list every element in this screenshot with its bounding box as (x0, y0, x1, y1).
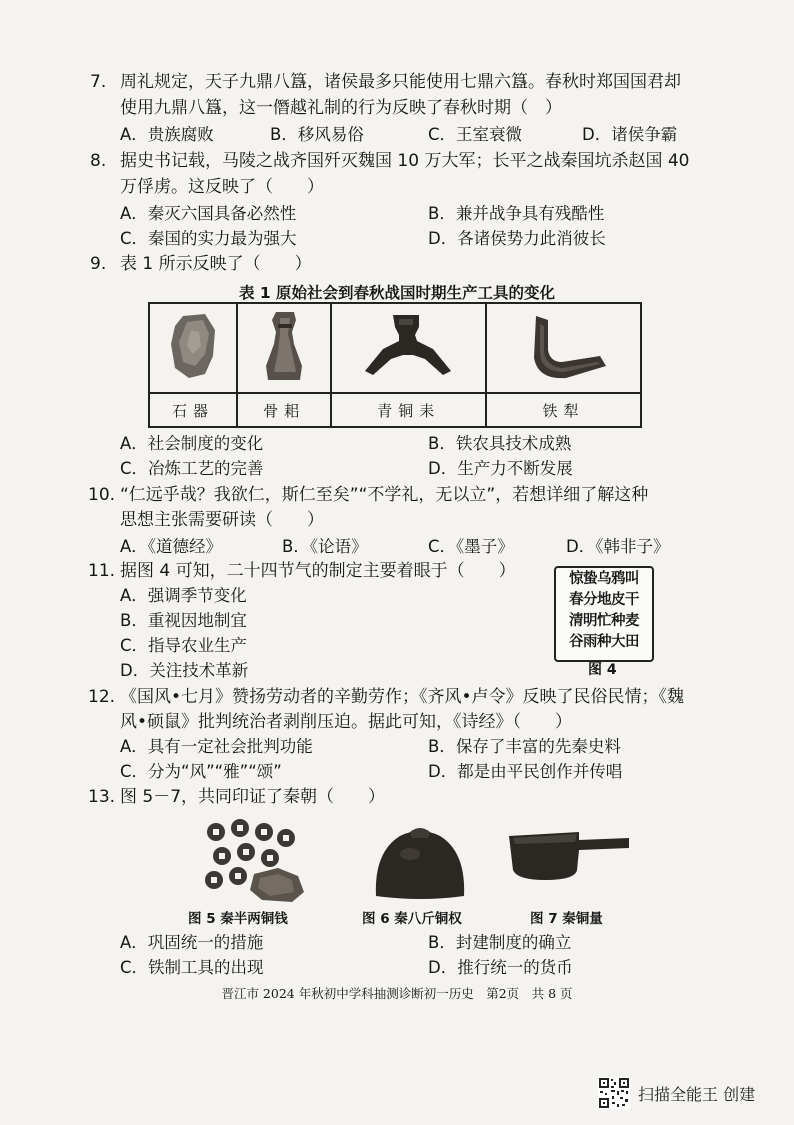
question-9-stem: 表 1 所示反映了（ ） (120, 254, 312, 274)
figure-4-verse-1: 惊蛰乌鸦叫 (569, 571, 639, 587)
question-8-option-a[interactable]: A．秦灭六国具备必然性 (120, 204, 297, 223)
table-1-title: 表 1 原始社会到春秋战国时期生产工具的变化 (238, 284, 556, 302)
figure-4-verse-4: 谷雨种大田 (569, 634, 639, 650)
figure-6-weight-image (370, 822, 470, 902)
page-footer: 晋江市 2024 年秋初中学科抽测诊断初一历史 第2页 共 8 页 (221, 986, 573, 1001)
question-8-option-b[interactable]: B．兼并战争具有残酷性 (428, 204, 605, 223)
tools-table (148, 302, 642, 428)
question-10-option-b[interactable]: B．《论语》 (282, 537, 368, 556)
question-7-option-b[interactable]: B．移风易俗 (270, 125, 364, 144)
iron-plow-image (514, 310, 614, 382)
question-11-option-b[interactable]: B．重视因地制宜 (120, 611, 247, 630)
figure-4-verse-3: 清明忙种麦 (569, 613, 639, 629)
question-11-option-a[interactable]: A．强调季节变化 (120, 586, 247, 605)
question-7-stem-line-1: 周礼规定，天子九鼎八簋，诸侯最多只能使用七鼎六簋。春秋时郑国国君却 (120, 72, 681, 92)
question-7-option-d[interactable]: D．诸侯争霸 (582, 125, 678, 144)
question-8-stem-line-1: 据史书记载，马陵之战齐国歼灭魏国 10 万大军；长平之战秦国坑杀赵国 40 (120, 151, 690, 171)
figure-4-verse-2: 春分地皮干 (569, 592, 639, 608)
question-12-number: 12. (88, 687, 116, 707)
bone-spade-image (254, 308, 314, 384)
iron-plow-cell (486, 303, 641, 393)
tool-label-stone: 石器 (149, 393, 237, 427)
question-7-option-c[interactable]: C．王室衰微 (428, 125, 523, 144)
figure-6-caption: 图 6 秦八斤铜权 (362, 911, 462, 927)
tool-label-bone-spade: 骨耜 (237, 393, 331, 427)
question-8-option-d[interactable]: D．各诸侯势力此消彼长 (428, 229, 606, 248)
tool-label-iron-plow: 铁犁 (486, 393, 641, 427)
question-9-option-a[interactable]: A．社会制度的变化 (120, 434, 264, 453)
question-10-option-a[interactable]: A．《道德经》 (120, 537, 223, 556)
question-12-stem-line-1: 《国风•七月》赞扬劳动者的辛勤劳作；《齐风•卢令》反映了民俗民情；《魏 (120, 687, 685, 707)
question-10-number: 10. (88, 485, 116, 505)
question-7-option-a[interactable]: A．贵族腐败 (120, 125, 214, 144)
figure-4-box (554, 566, 654, 662)
question-13-number: 13. (88, 787, 116, 807)
figure-5-coins-image (200, 818, 310, 904)
question-11-option-c[interactable]: C．指导农业生产 (120, 636, 248, 655)
question-11-option-d[interactable]: D．关注技术革新 (120, 661, 249, 680)
question-11-stem: 据图 4 可知，二十四节气的制定主要着眼于（ ） (120, 561, 516, 581)
question-7-stem-line-2: 使用九鼎八簋，这一僭越礼制的行为反映了春秋时期（ ） (120, 98, 562, 118)
question-9-option-c[interactable]: C．冶炼工艺的完善 (120, 459, 264, 478)
question-10-option-c[interactable]: C．《墨子》 (428, 537, 514, 556)
bronze-lei-image (359, 311, 459, 381)
scanner-label: 扫描全能王 创建 (638, 1084, 756, 1104)
figure-4-label: 图 4 (588, 662, 617, 678)
figure-7-measure-image (505, 826, 633, 886)
question-8-number: 8. (90, 151, 107, 171)
figure-5-caption: 图 5 秦半两铜钱 (188, 911, 288, 927)
qr-code-icon (598, 1077, 630, 1109)
figure-7-caption: 图 7 秦铜量 (530, 911, 603, 927)
question-10-option-d[interactable]: D．《韩非子》 (566, 537, 670, 556)
question-13-option-d[interactable]: D．推行统一的货币 (428, 958, 573, 977)
question-12-option-d[interactable]: D．都是由平民创作并传唱 (428, 762, 623, 781)
question-13-option-c[interactable]: C．铁制工具的出现 (120, 958, 264, 977)
question-8-stem-line-2: 万俘虏。这反映了（ ） (120, 177, 324, 197)
question-13-option-a[interactable]: A．巩固统一的措施 (120, 933, 264, 952)
bone-spade-cell (237, 303, 331, 393)
scanner-watermark (598, 1076, 755, 1110)
question-7-number: 7. (90, 72, 107, 92)
question-10-stem-line-1: “仁远乎哉？我欲仁，斯仁至矣”“不学礼，无以立”，若想详细了解这种 (120, 485, 649, 505)
question-12-stem-line-2: 风•硕鼠》批判统治者剥削压迫。据此可知，《诗经》（ ） (120, 712, 573, 732)
tool-label-bronze-lei: 青铜耒 (331, 393, 486, 427)
question-13-stem: 图 5－7，共同印证了秦朝（ ） (120, 787, 386, 807)
question-12-option-a[interactable]: A．具有一定社会批判功能 (120, 737, 313, 756)
question-9-option-d[interactable]: D．生产力不断发展 (428, 459, 573, 478)
question-11-number: 11. (88, 561, 116, 581)
stone-tool-cell (149, 303, 237, 393)
question-13-option-b[interactable]: B．封建制度的确立 (428, 933, 572, 952)
question-12-option-b[interactable]: B．保存了丰富的先秦史料 (428, 737, 621, 756)
question-9-number: 9. (90, 254, 107, 274)
bronze-lei-cell (331, 303, 486, 393)
question-12-option-c[interactable]: C．分为“风”“雅”“颂” (120, 762, 282, 781)
question-9-option-b[interactable]: B．铁农具技术成熟 (428, 434, 572, 453)
stone-tool-image (165, 310, 221, 382)
question-8-option-c[interactable]: C．秦国的实力最为强大 (120, 229, 297, 248)
question-10-stem-line-2: 思想主张需要研读（ ） (120, 510, 324, 530)
